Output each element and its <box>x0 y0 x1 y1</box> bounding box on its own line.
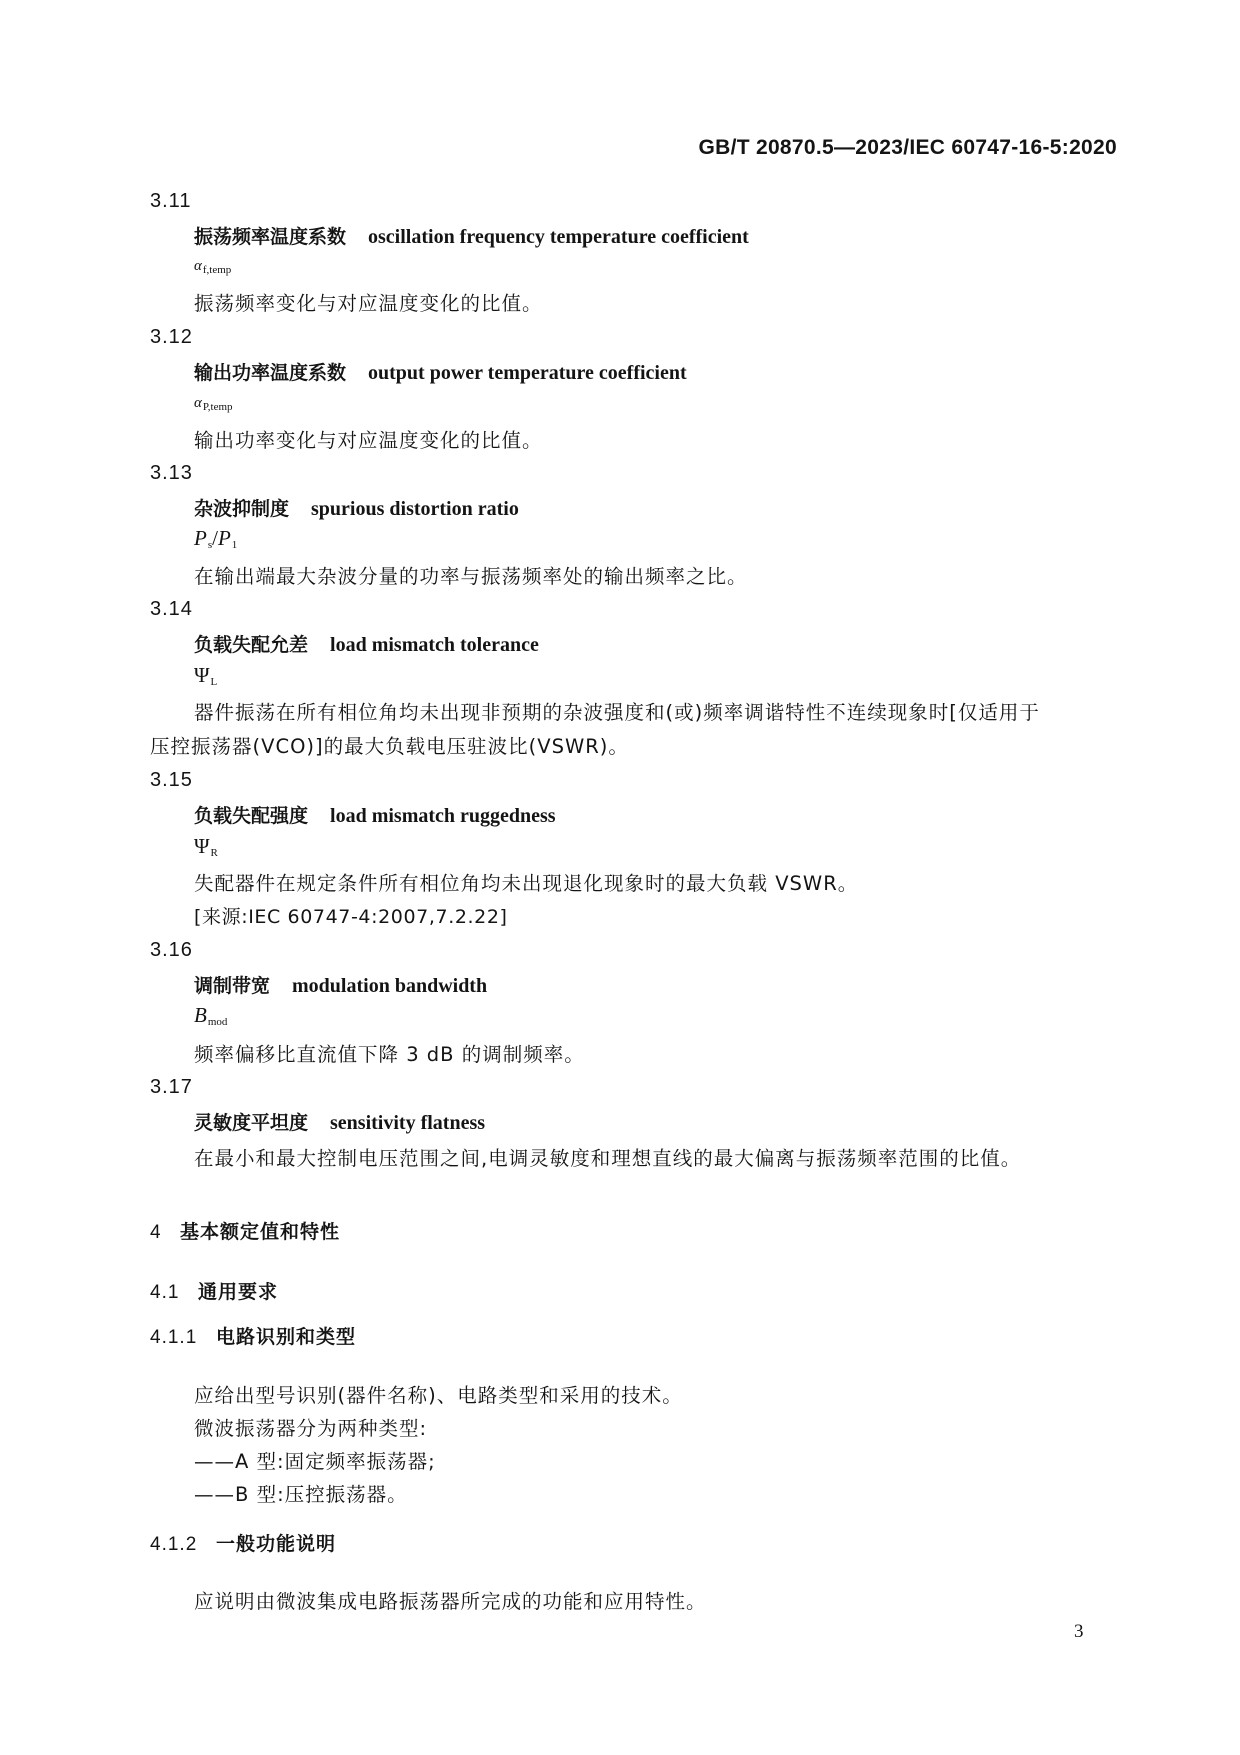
term-title <box>194 971 487 998</box>
term-definition: 在输出端最大杂波分量的功率与振荡频率处的输出频率之比。 <box>194 565 748 588</box>
term-definition: 输出功率变化与对应温度变化的比值。 <box>194 429 543 452</box>
section-heading: 4.1 通用要求 <box>150 1281 279 1303</box>
term-en: load mismatch tolerance <box>330 634 539 656</box>
term-zh: 灵敏度平坦度 <box>194 1112 309 1134</box>
term-zh: 调制带宽 <box>194 975 271 997</box>
term-number: 3.15 <box>150 769 193 791</box>
term-title <box>194 801 556 828</box>
list-item: ——A 型:固定频率振荡器; <box>194 1450 436 1473</box>
term-symbol: $P_s/P_1$ <box>194 526 238 551</box>
term-title <box>194 494 519 521</box>
term-en: oscillation frequency temperature coefficient <box>368 226 749 248</box>
term-symbol: $\alpha_{P,temp}$ <box>194 395 233 413</box>
term-title <box>194 630 539 657</box>
term-en: modulation bandwidth <box>292 975 488 997</box>
term-symbol: $\Psi_L$ <box>194 663 218 688</box>
term-en: load mismatch ruggedness <box>330 805 556 827</box>
paragraph: 微波振荡器分为两种类型: <box>194 1417 428 1440</box>
term-number: 3.14 <box>150 598 193 620</box>
term-number: 3.12 <box>150 326 193 348</box>
term-definition: 失配器件在规定条件所有相位角均未出现退化现象时的最大负载 VSWR。 <box>194 872 859 895</box>
term-zh: 负载失配强度 <box>194 805 309 827</box>
term-symbol: $\alpha_{f,temp}$ <box>194 258 232 276</box>
term-definition: 频率偏移比直流值下降 3 dB 的调制频率。 <box>194 1043 585 1066</box>
standard-header: GB/T 20870.5—2023/IEC 60747-16-5:2020 <box>698 136 1117 159</box>
section-heading: 4.1.2 一般功能说明 <box>150 1533 337 1555</box>
paragraph: 应给出型号识别(器件名称)、电路类型和采用的技术。 <box>194 1384 683 1407</box>
term-number: 3.13 <box>150 462 193 484</box>
term-en: spurious distortion ratio <box>311 498 519 520</box>
term-title <box>194 358 687 385</box>
term-definition: 振荡频率变化与对应温度变化的比值。 <box>194 292 543 315</box>
term-en: sensitivity flatness <box>330 1112 486 1134</box>
term-title <box>194 222 749 249</box>
term-title <box>194 1108 485 1135</box>
term-number: 3.11 <box>150 190 192 212</box>
section-heading: 4 基本额定值和特性 <box>150 1221 341 1243</box>
term-definition-continued: 压控振荡器(VCO)]的最大负载电压驻波比(VSWR)。 <box>150 735 629 758</box>
term-number: 3.16 <box>150 939 193 961</box>
term-zh: 振荡频率温度系数 <box>194 226 347 248</box>
section-heading: 4.1.1 电路识别和类型 <box>150 1326 357 1348</box>
paragraph: 应说明由微波集成电路振荡器所完成的功能和应用特性。 <box>194 1590 707 1613</box>
term-definition: 器件振荡在所有相位角均未出现非预期的杂波强度和(或)频率调谐特性不连续现象时[仅适用于 <box>194 701 1040 724</box>
term-zh: 杂波抑制度 <box>194 498 290 520</box>
term-definition: 在最小和最大控制电压范围之间,电调灵敏度和理想直线的最大偏离与振荡频率范围的比值。 <box>194 1147 1022 1170</box>
term-zh: 负载失配允差 <box>194 634 309 656</box>
term-en: output power temperature coefficient <box>368 362 687 384</box>
term-number: 3.17 <box>150 1076 193 1098</box>
term-symbol: $\Psi_R$ <box>194 834 218 859</box>
page-number: 3 <box>1074 1621 1084 1642</box>
term-zh: 输出功率温度系数 <box>194 362 347 384</box>
term-source: [来源:IEC 60747-4:2007,7.2.22] <box>194 906 508 928</box>
term-symbol: $B_{mod}$ <box>194 1003 228 1028</box>
list-item: ——B 型:压控振荡器。 <box>194 1483 408 1506</box>
